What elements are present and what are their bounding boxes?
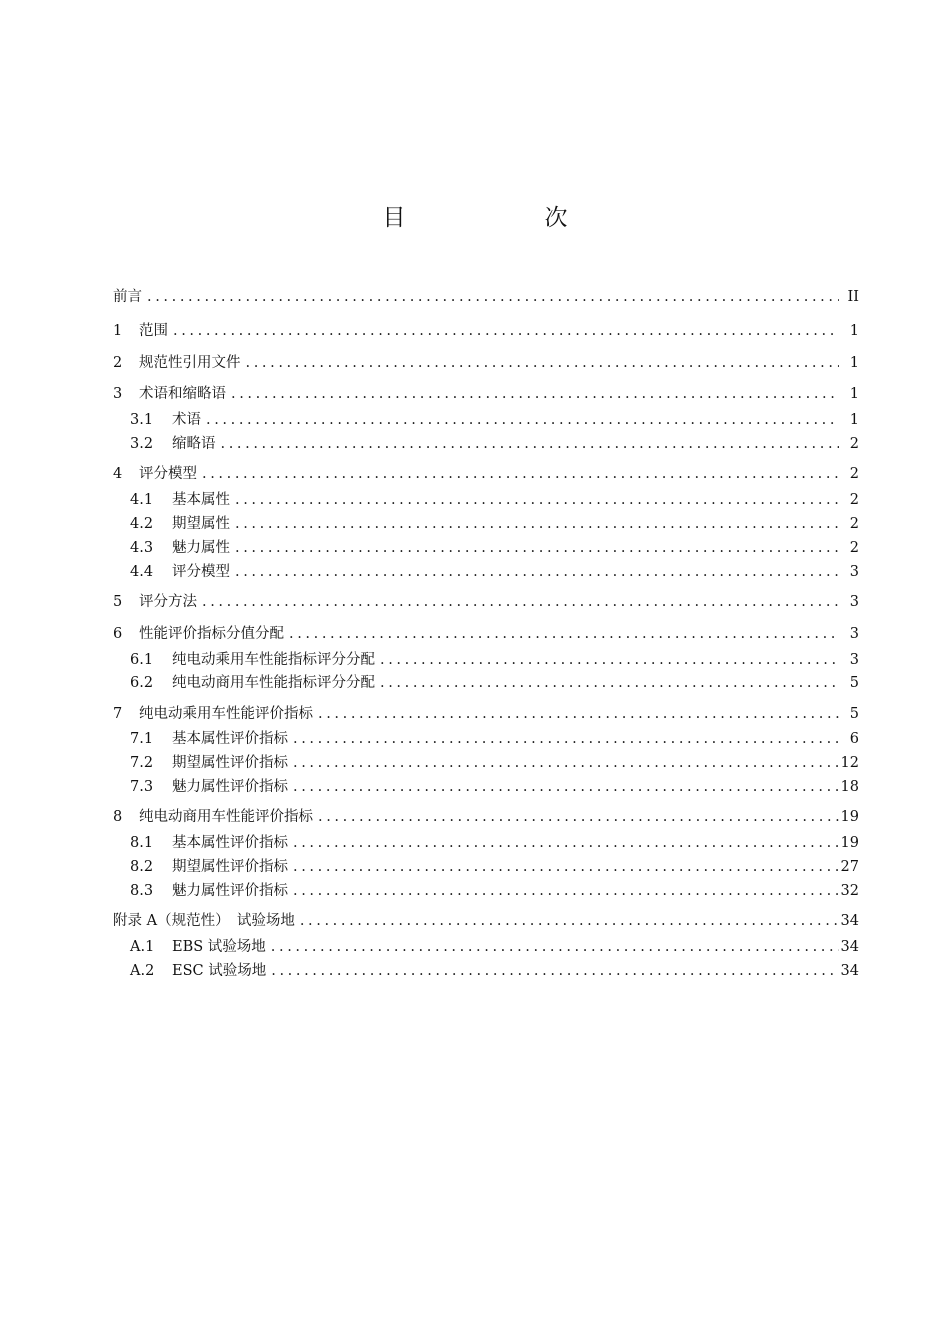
toc-entry-label: 纯电动乘用车性能评价指标	[139, 706, 313, 722]
toc-entry-page: 1	[849, 386, 859, 402]
toc-entry-number: 3.2	[130, 436, 154, 452]
toc-entry-label: 性能评价指标分值分配	[139, 626, 284, 642]
dot-leader	[377, 671, 839, 695]
toc-entry-page: 19	[840, 835, 859, 851]
dot-leader	[290, 751, 839, 775]
toc-entry-3-2[interactable]	[130, 432, 859, 456]
dot-leader	[199, 590, 839, 614]
toc-entry-7-2[interactable]	[130, 751, 859, 775]
toc-entry-8-2[interactable]	[130, 855, 859, 879]
toc-entry-label: 纯电动乘用车性能指标评分分配	[172, 652, 375, 668]
toc-entry-foreword[interactable]	[113, 285, 859, 309]
toc-entry-page: 18	[840, 779, 859, 795]
toc-entry-page: 2	[849, 492, 859, 508]
dot-leader	[290, 879, 839, 903]
toc-entry-label: 魅力属性	[172, 540, 230, 556]
toc-entry-page: 2	[849, 540, 859, 556]
toc-entry-label: 范围	[139, 323, 168, 339]
toc-entry-4-2[interactable]	[130, 512, 859, 536]
toc-entry-6-1[interactable]	[130, 648, 859, 672]
toc-entry-page: 1	[849, 412, 859, 428]
dot-leader	[144, 285, 839, 309]
dot-leader	[228, 382, 839, 406]
toc-entry-page: 1	[849, 355, 859, 371]
dot-leader	[297, 909, 839, 933]
dot-leader	[290, 775, 839, 799]
toc-entry-3-1[interactable]	[130, 408, 859, 432]
dot-leader	[232, 536, 839, 560]
toc-entry-7-3[interactable]	[130, 775, 859, 799]
toc-entry-4-4[interactable]	[130, 560, 859, 584]
toc-entry-page: 1	[849, 323, 859, 339]
toc-entry-4-1[interactable]	[130, 488, 859, 512]
toc-entry-number: 3	[113, 386, 123, 402]
toc-entry-label: 评分模型	[172, 564, 230, 580]
toc-entry-page: 19	[840, 809, 859, 825]
toc-entry-8-3[interactable]	[130, 879, 859, 903]
toc-entry-number: 5	[113, 594, 123, 610]
toc-entry-number: 8.3	[130, 883, 154, 899]
toc-entry-page: 2	[849, 516, 859, 532]
toc-entry-8-1[interactable]	[130, 831, 859, 855]
dot-leader	[203, 408, 839, 432]
toc-entry-page: 3	[849, 652, 859, 668]
toc-entry-page: 5	[849, 675, 859, 691]
toc-entry-number: 8.2	[130, 859, 154, 875]
toc-entry-label: 期望属性评价指标	[172, 859, 288, 875]
toc-entry-label: 期望属性评价指标	[172, 755, 288, 771]
toc-entry-number: 4.2	[130, 516, 154, 532]
toc-entry-label: 前言	[113, 289, 142, 305]
toc-entry-page: 34	[840, 913, 859, 929]
toc-title: 目 次	[382, 205, 626, 231]
toc-entry-page: 34	[840, 963, 859, 979]
toc-entry-number: 6	[113, 626, 123, 642]
toc-entry-page: 5	[849, 706, 859, 722]
toc-entry-page: 6	[849, 731, 859, 747]
dot-leader	[218, 432, 840, 456]
toc-entry-number: A.1	[130, 939, 155, 955]
toc-entry-label: EBS 试验场地	[172, 939, 266, 955]
toc-entry-page: II	[847, 289, 859, 305]
toc-entry-2[interactable]	[113, 351, 859, 375]
toc-entry-4-3[interactable]	[130, 536, 859, 560]
toc-entry-a-1[interactable]	[130, 935, 859, 959]
toc-entry-label: 术语和缩略语	[139, 386, 226, 402]
toc-entry-label: 术语	[172, 412, 201, 428]
toc-entry-label: 基本属性评价指标	[172, 835, 288, 851]
toc-entry-label: 评分模型	[139, 466, 197, 482]
toc-entry-6[interactable]	[113, 622, 859, 646]
toc-entry-page: 3	[849, 594, 859, 610]
dot-leader	[170, 319, 839, 343]
dot-leader	[315, 702, 839, 726]
toc-entry-label: 期望属性	[172, 516, 230, 532]
toc-entry-label: 纯电动商用车性能指标评分分配	[172, 675, 375, 691]
toc-entry-number: A.2	[130, 963, 155, 979]
dot-leader	[290, 831, 839, 855]
dot-leader	[268, 935, 839, 959]
toc-entry-number: 4.3	[130, 540, 154, 556]
toc-entry-page: 3	[849, 564, 859, 580]
toc-entry-a-2[interactable]	[130, 959, 859, 983]
dot-leader	[286, 622, 839, 646]
toc-entry-label: 缩略语	[172, 436, 216, 452]
dot-leader	[199, 462, 839, 486]
dot-leader	[232, 512, 839, 536]
dot-leader	[377, 648, 839, 672]
dot-leader	[232, 560, 839, 584]
toc-entry-page: 34	[840, 939, 859, 955]
dot-leader	[290, 855, 839, 879]
dot-leader	[232, 488, 839, 512]
toc-entry-3[interactable]	[113, 382, 859, 406]
toc-entry-1[interactable]	[113, 319, 859, 343]
toc-entry-number: 8	[113, 809, 123, 825]
toc-entry-number: 7	[113, 706, 123, 722]
toc-entry-page: 3	[849, 626, 859, 642]
toc-entry-label: ESC 试验场地	[172, 963, 267, 979]
toc-entry-7-1[interactable]	[130, 727, 859, 751]
toc-entry-number: 3.1	[130, 412, 154, 428]
toc-entry-number: 7.3	[130, 779, 154, 795]
toc-entry-5[interactable]	[113, 590, 859, 614]
toc-entry-label: 基本属性评价指标	[172, 731, 288, 747]
toc-entry-number: 8.1	[130, 835, 154, 851]
toc-entry-number: 2	[113, 355, 123, 371]
dot-leader	[268, 959, 838, 983]
toc-entry-label: 魅力属性评价指标	[172, 779, 288, 795]
toc-entry-4[interactable]	[113, 462, 859, 486]
dot-leader	[243, 351, 840, 375]
toc-entry-6-2[interactable]	[130, 671, 859, 695]
toc-entry-label: 基本属性	[172, 492, 230, 508]
toc-entry-number: 7.2	[130, 755, 154, 771]
toc-entry-number: 4.4	[130, 564, 154, 580]
toc-entry-page: 12	[840, 755, 859, 771]
dot-leader	[315, 805, 839, 829]
toc-entry-label: 规范性引用文件	[139, 355, 241, 371]
toc-entry-number: 6.1	[130, 652, 154, 668]
toc-entry-label: 评分方法	[139, 594, 197, 610]
toc-entry-label: 纯电动商用车性能评价指标	[139, 809, 313, 825]
toc-entry-number: 4.1	[130, 492, 154, 508]
toc-entry-number: 1	[113, 323, 123, 339]
dot-leader	[290, 727, 839, 751]
toc-entry-appendix-a[interactable]	[113, 909, 859, 933]
toc-entry-label: 附录 A（规范性） 试验场地	[113, 913, 295, 929]
toc-entry-page: 27	[840, 859, 859, 875]
toc-entry-8[interactable]	[113, 805, 859, 829]
toc-entry-label: 魅力属性评价指标	[172, 883, 288, 899]
toc-entry-page: 2	[849, 466, 859, 482]
toc-entry-number: 6.2	[130, 675, 154, 691]
toc-entry-number: 4	[113, 466, 123, 482]
toc-entry-7[interactable]	[113, 702, 859, 726]
toc-entry-number: 7.1	[130, 731, 154, 747]
toc-entry-page: 2	[849, 436, 859, 452]
toc-entry-page: 32	[840, 883, 859, 899]
